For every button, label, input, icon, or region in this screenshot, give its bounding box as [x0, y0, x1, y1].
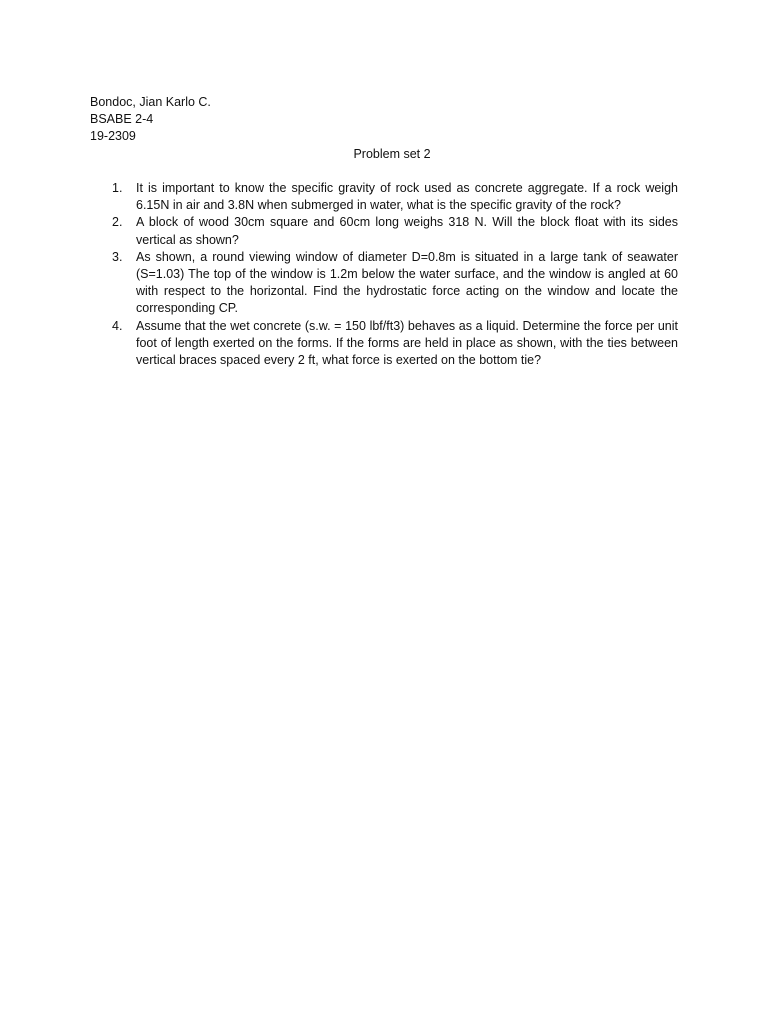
problem-text: As shown, a round viewing window of diameter D=0.8m is situated in a large tank of seawater (S=1.03) The top of the window is 1.2m below the water surface, and the window is angled at 60 with respect to the horizontal. Find the hydrostatic force acting on the window and locate the corresponding CP.: [136, 249, 678, 316]
problem-text: Assume that the wet concrete (s.w. = 150 lbf/ft3) behaves as a liquid. Determine the force per unit foot of length exerted on the forms. If the forms are held in place as shown, with the ties between vertical braces spaced every 2 ft, what force is exerted on the bottom tie?: [136, 318, 678, 368]
student-section: BSABE 2-4: [90, 112, 154, 126]
problem-number: 4.: [112, 318, 123, 333]
problem-number: 2.: [112, 215, 123, 230]
problem-list: [112, 180, 678, 369]
student-id: 19-2309: [90, 129, 136, 143]
title-text: Problem set 2: [353, 147, 431, 161]
problem-item: [112, 214, 678, 248]
student-header: [90, 94, 211, 145]
document-title: [0, 146, 768, 163]
problem-item: [112, 318, 678, 370]
problem-item: [112, 249, 678, 318]
problem-number: 3.: [112, 249, 123, 264]
student-name: Bondoc, Jian Karlo C.: [90, 95, 211, 109]
problem-item: [112, 180, 678, 214]
problem-number: 1.: [112, 181, 123, 195]
problem-text: It is important to know the specific gravity of rock used as concrete aggregate. If a rock weigh 6.15N in air and 3.8N when submerged in water, what is the specific gravity of the rock?: [136, 181, 678, 213]
problem-text: A block of wood 30cm square and 60cm long weighs 318 N. Will the block float with its sides vertical as shown?: [136, 215, 678, 247]
